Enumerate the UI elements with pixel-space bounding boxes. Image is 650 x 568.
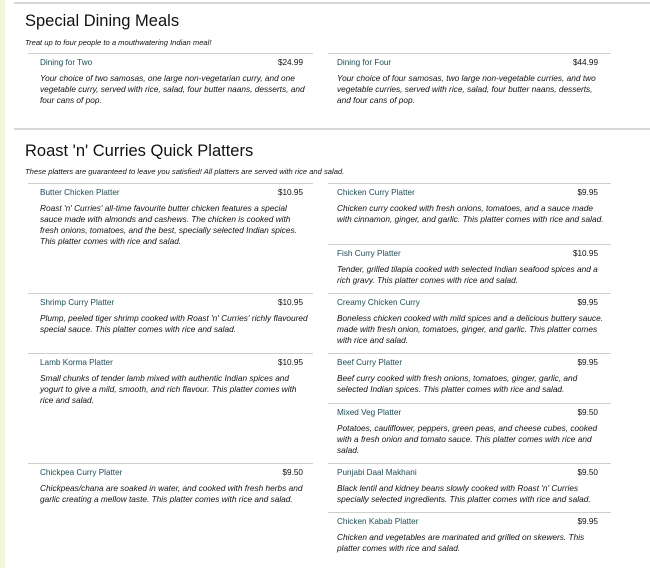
item-description: Small chunks of tender lamb mixed with authentic Indian spices and yogurt to give a mild, smooth, and rich flavour. This platter comes with rice and salad. [40, 373, 297, 405]
item-divider [328, 183, 611, 184]
item-divider [328, 353, 611, 354]
item-divider [328, 403, 611, 404]
item-name[interactable]: Chicken Kabab Platter [337, 517, 419, 526]
divider [14, 2, 650, 4]
item-description: Chickpeas/chana are soaked in water, and cooked with fresh herbs and garlic creating a mellow taste. This platter comes with rice and salad. [40, 483, 303, 504]
section-subtitle: These platters are guaranteed to leave you satisfied! All platters are served with rice and salad. [25, 167, 345, 176]
item-name[interactable]: Dining for Two [40, 58, 93, 67]
item-description: Boneless chicken cooked with mild spices and a delicious buttery sauce. made with fresh onion, tomatoes, ginger, and garlic. This platter comes with rice and salad. [337, 313, 604, 345]
item-price: $10.95 [277, 298, 303, 307]
item-name[interactable]: Dining for Four [337, 58, 392, 67]
item-description: Plump, peeled tiger shrimp cooked with Roast 'n' Curries' richly flavoured special sauce. This platter comes with rice and salad. [40, 313, 308, 334]
item-price: $44.99 [572, 58, 598, 67]
item-name[interactable]: Lamb Korma Platter [40, 358, 113, 367]
item-divider [328, 293, 611, 294]
item-price: $10.95 [277, 358, 303, 367]
item-description: Your choice of four samosas, two large non-vegetable curries, and two vegetable curries, served with rice, salad, four butter naans, desserts, and four cans of pop. [337, 73, 596, 105]
item-description: Roast 'n' Curries' all-time favourite butter chicken features a special sauce made with almonds and cashews. The chicken is cooked with fresh onions, tomatoes, and the best, specially selected Indian spices. This platter comes with rice and salad. [40, 203, 297, 246]
item-price: $9.50 [577, 468, 598, 477]
item-price: $9.95 [577, 358, 598, 367]
item-name[interactable]: Beef Curry Platter [337, 358, 403, 367]
item-description: Your choice of two samosas, one large non-vegetarian curry, and one vegetable curry, served with rice, salad, four butter naans, desserts, and four cans of pop. [40, 73, 305, 105]
item-price: $10.95 [277, 188, 303, 197]
item-divider [28, 353, 313, 354]
section-title: Special Dining Meals [25, 12, 180, 30]
item-name[interactable]: Creamy Chicken Curry [337, 298, 420, 307]
item-divider [328, 244, 611, 245]
item-price: $9.95 [577, 517, 598, 526]
item-description: Potatoes, cauliflower, peppers, green peas, and cheese cubes, cooked with a fresh onion and tomato sauce. This platter comes with rice and salad. [337, 423, 598, 455]
item-price: $9.50 [577, 408, 598, 417]
section-title: Roast 'n' Curries Quick Platters [25, 142, 254, 160]
item-divider [328, 512, 611, 513]
item-price: $24.99 [277, 58, 303, 67]
item-divider [28, 53, 313, 54]
item-name[interactable]: Punjabi Daal Makhani [337, 468, 417, 477]
item-description: Chicken and vegetables are marinated and grilled on skewers. This platter comes with rice and salad. [337, 532, 585, 553]
item-description: Chicken curry cooked with fresh onions, tomatoes, and a sauce made with cinnamon, ginger, and garlic. This platter comes with rice and salad. [337, 203, 604, 224]
item-divider [28, 463, 313, 464]
item-name[interactable]: Chickpea Curry Platter [40, 468, 123, 477]
item-divider [28, 293, 313, 294]
item-price: $9.50 [282, 468, 303, 477]
divider [14, 128, 650, 130]
section-subtitle: Treat up to four people to a mouthwatering Indian meal! [25, 38, 212, 47]
item-name[interactable]: Chicken Curry Platter [337, 188, 415, 197]
item-name[interactable]: Shrimp Curry Platter [40, 298, 115, 307]
item-price: $10.95 [572, 249, 598, 258]
item-price: $9.95 [577, 298, 598, 307]
item-divider [328, 463, 611, 464]
item-name[interactable]: Mixed Veg Platter [337, 408, 402, 417]
item-description: Beef curry cooked with fresh onions, tomatoes, ginger, garlic, and selected Indian spices. This platter comes with rice and salad. [337, 373, 578, 394]
item-name[interactable]: Butter Chicken Platter [40, 188, 120, 197]
page-edge [0, 0, 5, 568]
item-description: Tender, grilled tilapia cooked with selected Indian seafood spices and a rich gravy. This platter comes with rice and salad. [337, 264, 598, 285]
item-description: Black lentil and kidney beans slowly cooked with Roast 'n' Curries specially selected ingredients. This platter comes with rice and salad. [337, 483, 591, 504]
item-name[interactable]: Fish Curry Platter [337, 249, 401, 258]
item-price: $9.95 [577, 188, 598, 197]
item-divider [28, 183, 313, 184]
item-divider [328, 53, 611, 54]
